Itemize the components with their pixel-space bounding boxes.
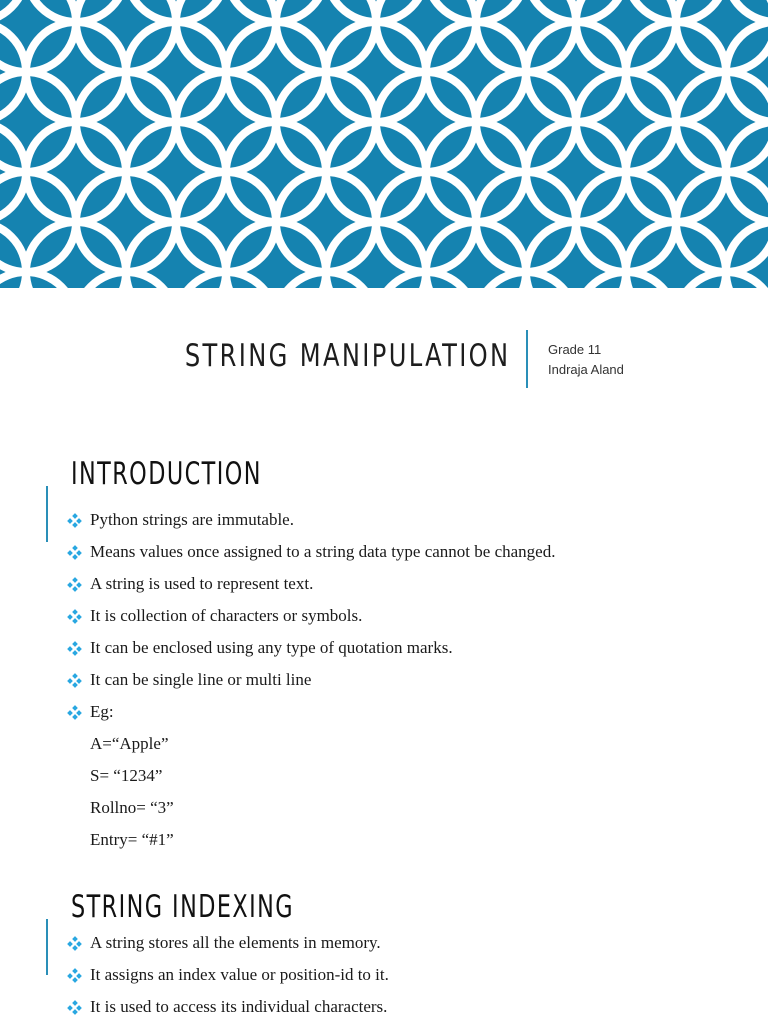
- list-item-text: It can be single line or multi line: [90, 670, 312, 689]
- title-divider: [526, 330, 528, 388]
- list-item-text: It is used to access its individual characters.: [90, 997, 388, 1016]
- list-item-text: Means values once assigned to a string data type cannot be changed.: [90, 542, 556, 561]
- circle-pattern-graphic: [0, 0, 768, 288]
- diamond-bullet-icon: [68, 578, 81, 591]
- diamond-bullet-icon: [68, 610, 81, 623]
- list-item-text: A string stores all the elements in memory.: [90, 933, 381, 952]
- section-heading-introduction: INTRODUCTION: [71, 456, 262, 492]
- subtitle-grade: Grade 11: [548, 342, 602, 357]
- list-item-text: A string is used to represent text.: [90, 574, 314, 593]
- diamond-bullet-icon: [68, 674, 81, 687]
- diamond-bullet-icon: [68, 514, 81, 527]
- example-line: Entry= “#1”: [90, 830, 174, 849]
- list-item: [68, 507, 555, 539]
- section-heading-string-indexing: STRING INDEXING: [71, 889, 295, 925]
- string-indexing-bullet-list: [68, 930, 389, 1026]
- subtitle-block: [548, 340, 624, 380]
- introduction-bullet-list: [68, 507, 555, 731]
- page-title: STRING MANIPULATION: [184, 338, 510, 374]
- introduction-accent-bar: [46, 486, 48, 542]
- list-item-text: It assigns an index value or position-id to it.: [90, 965, 389, 984]
- list-item: [68, 994, 389, 1026]
- list-item: [68, 699, 555, 731]
- diamond-bullet-icon: [68, 937, 81, 950]
- string-indexing-accent-bar: [46, 919, 48, 975]
- diamond-bullet-icon: [68, 546, 81, 559]
- example-line: A=“Apple”: [90, 734, 169, 753]
- list-item-text: Eg:: [90, 702, 114, 721]
- list-item-text: Python strings are immutable.: [90, 510, 294, 529]
- diamond-bullet-icon: [68, 642, 81, 655]
- list-item: [68, 930, 389, 962]
- title-row: [0, 288, 768, 408]
- list-item: [68, 667, 555, 699]
- diamond-bullet-icon: [68, 969, 81, 982]
- list-item: [68, 635, 555, 667]
- diamond-bullet-icon: [68, 706, 81, 719]
- pattern-banner: [0, 0, 768, 288]
- example-line: Rollno= “3”: [90, 798, 174, 817]
- list-item: [68, 603, 555, 635]
- example-line: S= “1234”: [90, 766, 163, 785]
- list-item-text: It is collection of characters or symbols.: [90, 606, 363, 625]
- list-item: [68, 571, 555, 603]
- example-code-lines: [90, 731, 174, 859]
- list-item: [68, 539, 555, 571]
- diamond-bullet-icon: [68, 1001, 81, 1014]
- list-item-text: It can be enclosed using any type of quotation marks.: [90, 638, 453, 657]
- subtitle-author: Indraja Aland: [548, 362, 624, 377]
- list-item: [68, 962, 389, 994]
